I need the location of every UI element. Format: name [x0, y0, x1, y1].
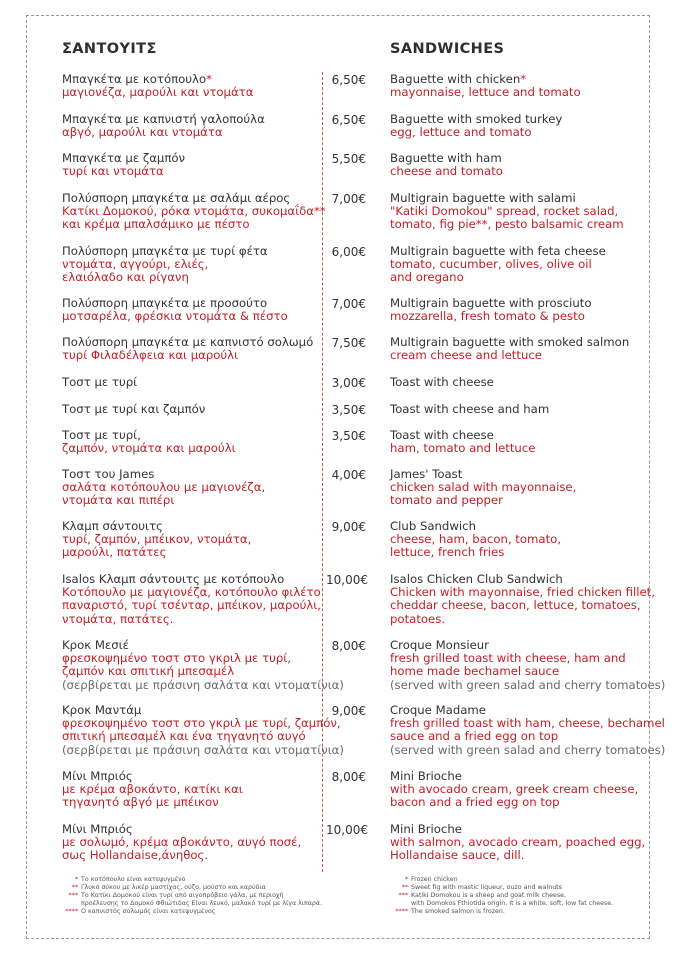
- item-title: Baguette with ham: [390, 151, 502, 165]
- footnote-text: Το κοτόπουλο είναι κατεψυγμένο: [81, 876, 186, 883]
- item-description: tomato, cucumber, olives, olive oil: [390, 257, 592, 272]
- footnote-mark: **: [401, 883, 408, 891]
- item-description: τυρί και ντομάτα: [62, 164, 164, 179]
- footnote-line: [392, 884, 613, 892]
- footnote-line: [62, 892, 322, 900]
- item-price: 3,50€: [331, 429, 366, 443]
- item-english: [390, 520, 652, 560]
- item-title: Μπαγκέτα με ζαμπόν: [62, 151, 186, 165]
- footnote-line: [392, 892, 613, 900]
- item-description: μοτσαρέλα, φρέσκια ντομάτα & πέστο: [62, 309, 288, 324]
- item-title: James' Toast: [390, 467, 463, 481]
- item-greek: [62, 468, 320, 508]
- item-description: egg, lettuce and tomato: [390, 125, 532, 140]
- item-price: 6,50€: [331, 73, 366, 87]
- footnote-text: Katiki Domokou is a sheep and goat milk cheese,: [411, 891, 567, 899]
- item-english: [390, 245, 652, 285]
- item-price: 10,00€: [326, 823, 368, 837]
- item-description: Κοτόπουλο με μαγιονέζα, κοτόπουλο φιλέτο: [62, 585, 321, 600]
- item-note: (served with green salad and cherry tomatoes): [390, 677, 666, 692]
- item-title: Multigrain baguette with salami: [390, 191, 576, 205]
- item-greek: [62, 429, 320, 455]
- item-english: [390, 152, 652, 178]
- item-description: ελαιόλαδο και ρίγανη: [62, 270, 189, 285]
- item-description: σπιτική μπεσαμέλ και ένα τηγανητό αυγό: [62, 729, 306, 744]
- item-greek: [62, 336, 320, 362]
- item-description: σαλάτα κοτόπουλου με μαγιονέζα,: [62, 480, 266, 495]
- item-english: [390, 192, 652, 232]
- item-title: Τοστ με τυρί και ζαμπόν: [62, 402, 206, 416]
- item-description: potatoes.: [390, 611, 446, 626]
- item-description: mayonnaise, lettuce and tomato: [390, 85, 581, 100]
- item-price: 6,50€: [331, 113, 366, 127]
- item-title-mark: *: [206, 72, 212, 86]
- item-description: with salmon, avocado cream, poached egg,: [390, 835, 646, 850]
- footnote-text: Γλυκό σύκου με λικέρ μαστίχας, ούζο, μούστο και καρύδια: [81, 883, 266, 891]
- item-greek: [62, 245, 320, 285]
- item-description: "Katiki Domokou" spread, rocket salad,: [390, 204, 619, 219]
- item-description: παναριστό, τυρί τσένταρ, μπέικον, μαρούλι,: [62, 598, 321, 613]
- item-description: chicken salad with mayonnaise,: [390, 480, 577, 495]
- item-title: Πολύσπορη μπαγκέτα με τυρί φέτα: [62, 244, 268, 258]
- item-greek: [62, 403, 320, 416]
- footnote-text: with Domokos Fthiotida origin. It is a white, soft, low fat cheese.: [411, 899, 614, 907]
- item-price: 9,00€: [331, 520, 366, 534]
- item-title: Mini Brioche: [390, 822, 462, 836]
- footnote-text: Ο καπνιστός σολωμός είναι κατεψυγμένος: [81, 907, 216, 915]
- footnotes-greek: [62, 876, 322, 916]
- item-description: Hollandaise sauce, dill.: [390, 848, 525, 863]
- item-price: 7,50€: [331, 336, 366, 350]
- item-title: Croque Monsieur: [390, 638, 489, 652]
- item-description: cheese, ham, bacon, tomato,: [390, 532, 562, 547]
- item-title: Πολύσπορη μπαγκέτα με προσούτο: [62, 296, 268, 310]
- item-english: [390, 113, 652, 139]
- item-description: ζαμπόν και σπιτική μπεσαμέλ: [62, 664, 235, 679]
- item-english: [390, 336, 652, 362]
- item-title: Multigrain baguette with prosciuto: [390, 296, 592, 310]
- item-title: Τοστ του James: [62, 467, 155, 481]
- item-title: Baguette with chicken*: [390, 72, 527, 86]
- item-title: Mini Brioche: [390, 769, 462, 783]
- item-greek: [62, 297, 320, 323]
- item-title: Isalos Κλαμπ σάντουιτς με κοτόπουλο: [62, 572, 285, 586]
- item-english: [390, 468, 652, 508]
- item-description: cream cheese and lettuce: [390, 348, 542, 363]
- footnote-mark: **: [71, 883, 78, 891]
- item-description: tomato, fig pie**, pesto balsamic cream: [390, 217, 624, 232]
- footnote-mark: ****: [65, 907, 78, 915]
- item-note: (σερβίρεται με πράσινη σαλάτα και ντοματίνια): [62, 677, 344, 692]
- item-description: ντομάτα και πιπέρι: [62, 493, 175, 508]
- item-description: ham, tomato and lettuce: [390, 441, 536, 456]
- item-title: Toast with cheese: [390, 428, 494, 442]
- item-title: Μπαγκέτα με κοτόπουλο*: [62, 72, 212, 86]
- item-note: (σερβίρεται με πράσινη σαλάτα και ντοματίνια): [62, 742, 344, 757]
- footnote-mark: *: [74, 876, 78, 883]
- footnote-mark: ***: [68, 891, 78, 899]
- footnote-line: [392, 908, 613, 916]
- item-title: Croque Madame: [390, 703, 486, 717]
- footnote-text: Το Κατίκι Δομοκού είναι τυρί από αιγοπρόβειο γάλα, με περιοχή: [81, 891, 284, 899]
- item-greek: [62, 703, 344, 757]
- item-description: μαρούλι, πατάτες: [62, 545, 167, 560]
- item-greek: [62, 191, 326, 232]
- item-price: 6,00€: [331, 245, 366, 259]
- item-greek: [62, 638, 344, 692]
- item-greek: [62, 573, 320, 626]
- item-price: 4,00€: [331, 468, 366, 482]
- item-title: Club Sandwich: [390, 519, 476, 533]
- item-description: με σολωμό, κρέμα αβοκάντο, αυγό ποσέ,: [62, 835, 302, 850]
- item-description: ζαμπόν, ντομάτα και μαρούλι: [62, 441, 236, 456]
- item-english: [390, 403, 652, 416]
- item-description: ντομάτα, πατάτες.: [62, 611, 174, 626]
- heading-greek: ΣΑΝΤΟΥΙΤΣ: [62, 41, 157, 57]
- item-title: Μίνι Μπριός: [62, 822, 133, 836]
- item-title: Isalos Chicken Club Sandwich: [390, 572, 563, 586]
- footnotes-english: [392, 876, 613, 916]
- footnote-line: [62, 900, 322, 908]
- item-greek: [62, 152, 320, 178]
- item-english: [390, 572, 655, 626]
- item-title: Multigrain baguette with smoked salmon: [390, 335, 630, 349]
- item-title: Μπαγκέτα με καπνιστή γαλοπούλα: [62, 112, 265, 126]
- item-description: fresh grilled toast with ham, cheese, bechamel: [390, 716, 665, 731]
- footnote-line: [392, 876, 613, 884]
- item-price: 7,00€: [331, 192, 366, 206]
- item-description: cheddar cheese, bacon, lettuce, tomatoes,: [390, 598, 641, 613]
- item-description: Κατίκι Δομοκού, ρόκα ντομάτα, συκομαΐδα**: [62, 204, 326, 219]
- item-english: [390, 73, 652, 99]
- item-price: 10,00€: [326, 573, 368, 587]
- item-description: μαγιονέζα, μαρούλι και ντομάτα: [62, 85, 254, 100]
- item-description: cheese and tomato: [390, 164, 503, 179]
- item-greek: [62, 520, 320, 560]
- item-price: 8,00€: [331, 770, 366, 784]
- item-title: Μίνι Μπριός: [62, 769, 133, 783]
- item-price: 8,00€: [331, 639, 366, 653]
- item-title: Multigrain baguette with feta cheese: [390, 244, 606, 258]
- item-description: φρεσκοψημένο τοστ στο γκριλ με τυρί,: [62, 651, 291, 666]
- item-price: 9,00€: [331, 704, 366, 718]
- item-description: ντομάτα, αγγούρι, ελιές,: [62, 257, 209, 272]
- item-greek: [62, 73, 320, 99]
- item-description: τυρί Φιλαδέλφεια και μαρούλι: [62, 348, 239, 363]
- item-description: sauce and a fried egg on top: [390, 729, 559, 744]
- item-description: lettuce, french fries: [390, 545, 505, 560]
- item-greek: [62, 823, 320, 863]
- item-greek: [62, 770, 320, 810]
- item-description: Chicken with mayonnaise, fried chicken fillet,: [390, 585, 655, 600]
- footnote-line: [62, 884, 322, 892]
- item-title: Baguette with smoked turkey: [390, 112, 563, 126]
- item-title: Πολύσπορη μπαγκέτα με σαλάμι αέρος: [62, 191, 291, 205]
- item-title: Πολύσπορη μπαγκέτα με καπνιστό σολωμό: [62, 335, 314, 349]
- item-price: 3,50€: [331, 403, 366, 417]
- item-description: with avocado cream, greek cream cheese,: [390, 782, 639, 797]
- footnote-text: προέλευσης το Δομοκό Φθιώτιδας Είναι λευκό, μαλακό τυρί με λίγα λιπαρά.: [81, 899, 323, 907]
- item-description: mozzarella, fresh tomato & pesto: [390, 309, 585, 324]
- item-title: Τοστ με τυρί: [62, 375, 138, 389]
- item-description: φρεσκοψημένο τοστ στο γκριλ με τυρί, ζαμπόν,: [62, 716, 341, 731]
- item-description: tomato and pepper: [390, 493, 503, 508]
- item-english: [390, 638, 666, 692]
- item-price: 3,00€: [331, 376, 366, 390]
- footnote-line: [62, 908, 322, 916]
- item-description: με κρέμα αβοκάντο, κατίκι και: [62, 782, 243, 797]
- item-description: αβγό, μαρούλι και ντομάτα: [62, 125, 223, 140]
- item-english: [390, 770, 652, 810]
- item-price: 5,50€: [331, 152, 366, 166]
- footnote-line: [62, 876, 322, 884]
- item-price: 7,00€: [331, 297, 366, 311]
- item-title: Κροκ Μεσιέ: [62, 638, 129, 652]
- footnote-mark: ***: [398, 891, 408, 899]
- item-description: σως Hollandaise,άνηθος.: [62, 848, 209, 863]
- item-english: [390, 376, 652, 389]
- item-note: (served with green salad and cherry tomatoes): [390, 742, 666, 757]
- footnote-mark: ****: [395, 907, 408, 915]
- item-greek: [62, 376, 320, 389]
- footnote-line: [392, 900, 613, 908]
- item-title: Τοστ με τυρί,: [62, 428, 141, 442]
- item-description: τυρί, ζαμπόν, μπέικον, ντομάτα,: [62, 532, 252, 547]
- heading-english: SANDWICHES: [390, 41, 505, 57]
- footnote-mark: *: [404, 876, 408, 883]
- item-english: [390, 297, 652, 323]
- item-description: fresh grilled toast with cheese, ham and: [390, 651, 626, 666]
- item-description: και κρέμα μπαλσάμικο με πέστο: [62, 217, 250, 232]
- footnote-text: The smoked salmon is frozen.: [411, 907, 505, 915]
- footnote-text: Sweet fig with mastic liqueur, ouzo and walnuts: [411, 883, 562, 891]
- item-title: Κροκ Μαντάμ: [62, 703, 142, 717]
- item-english: [390, 703, 666, 757]
- item-description: and oregano: [390, 270, 464, 285]
- item-greek: [62, 113, 320, 139]
- item-title: Toast with cheese: [390, 375, 494, 389]
- item-title: Toast with cheese and ham: [390, 402, 550, 416]
- item-description: home made bechamel sauce: [390, 664, 560, 679]
- item-description: τηγανητό αβγό με μπέικον: [62, 795, 219, 810]
- item-description: bacon and a fried egg on top: [390, 795, 560, 810]
- item-english: [390, 429, 652, 455]
- footnote-text: Frozen chicken: [411, 876, 458, 883]
- item-title-mark: *: [520, 72, 527, 86]
- item-english: [390, 823, 652, 863]
- item-title: Κλαμπ σάντουιτς: [62, 519, 163, 533]
